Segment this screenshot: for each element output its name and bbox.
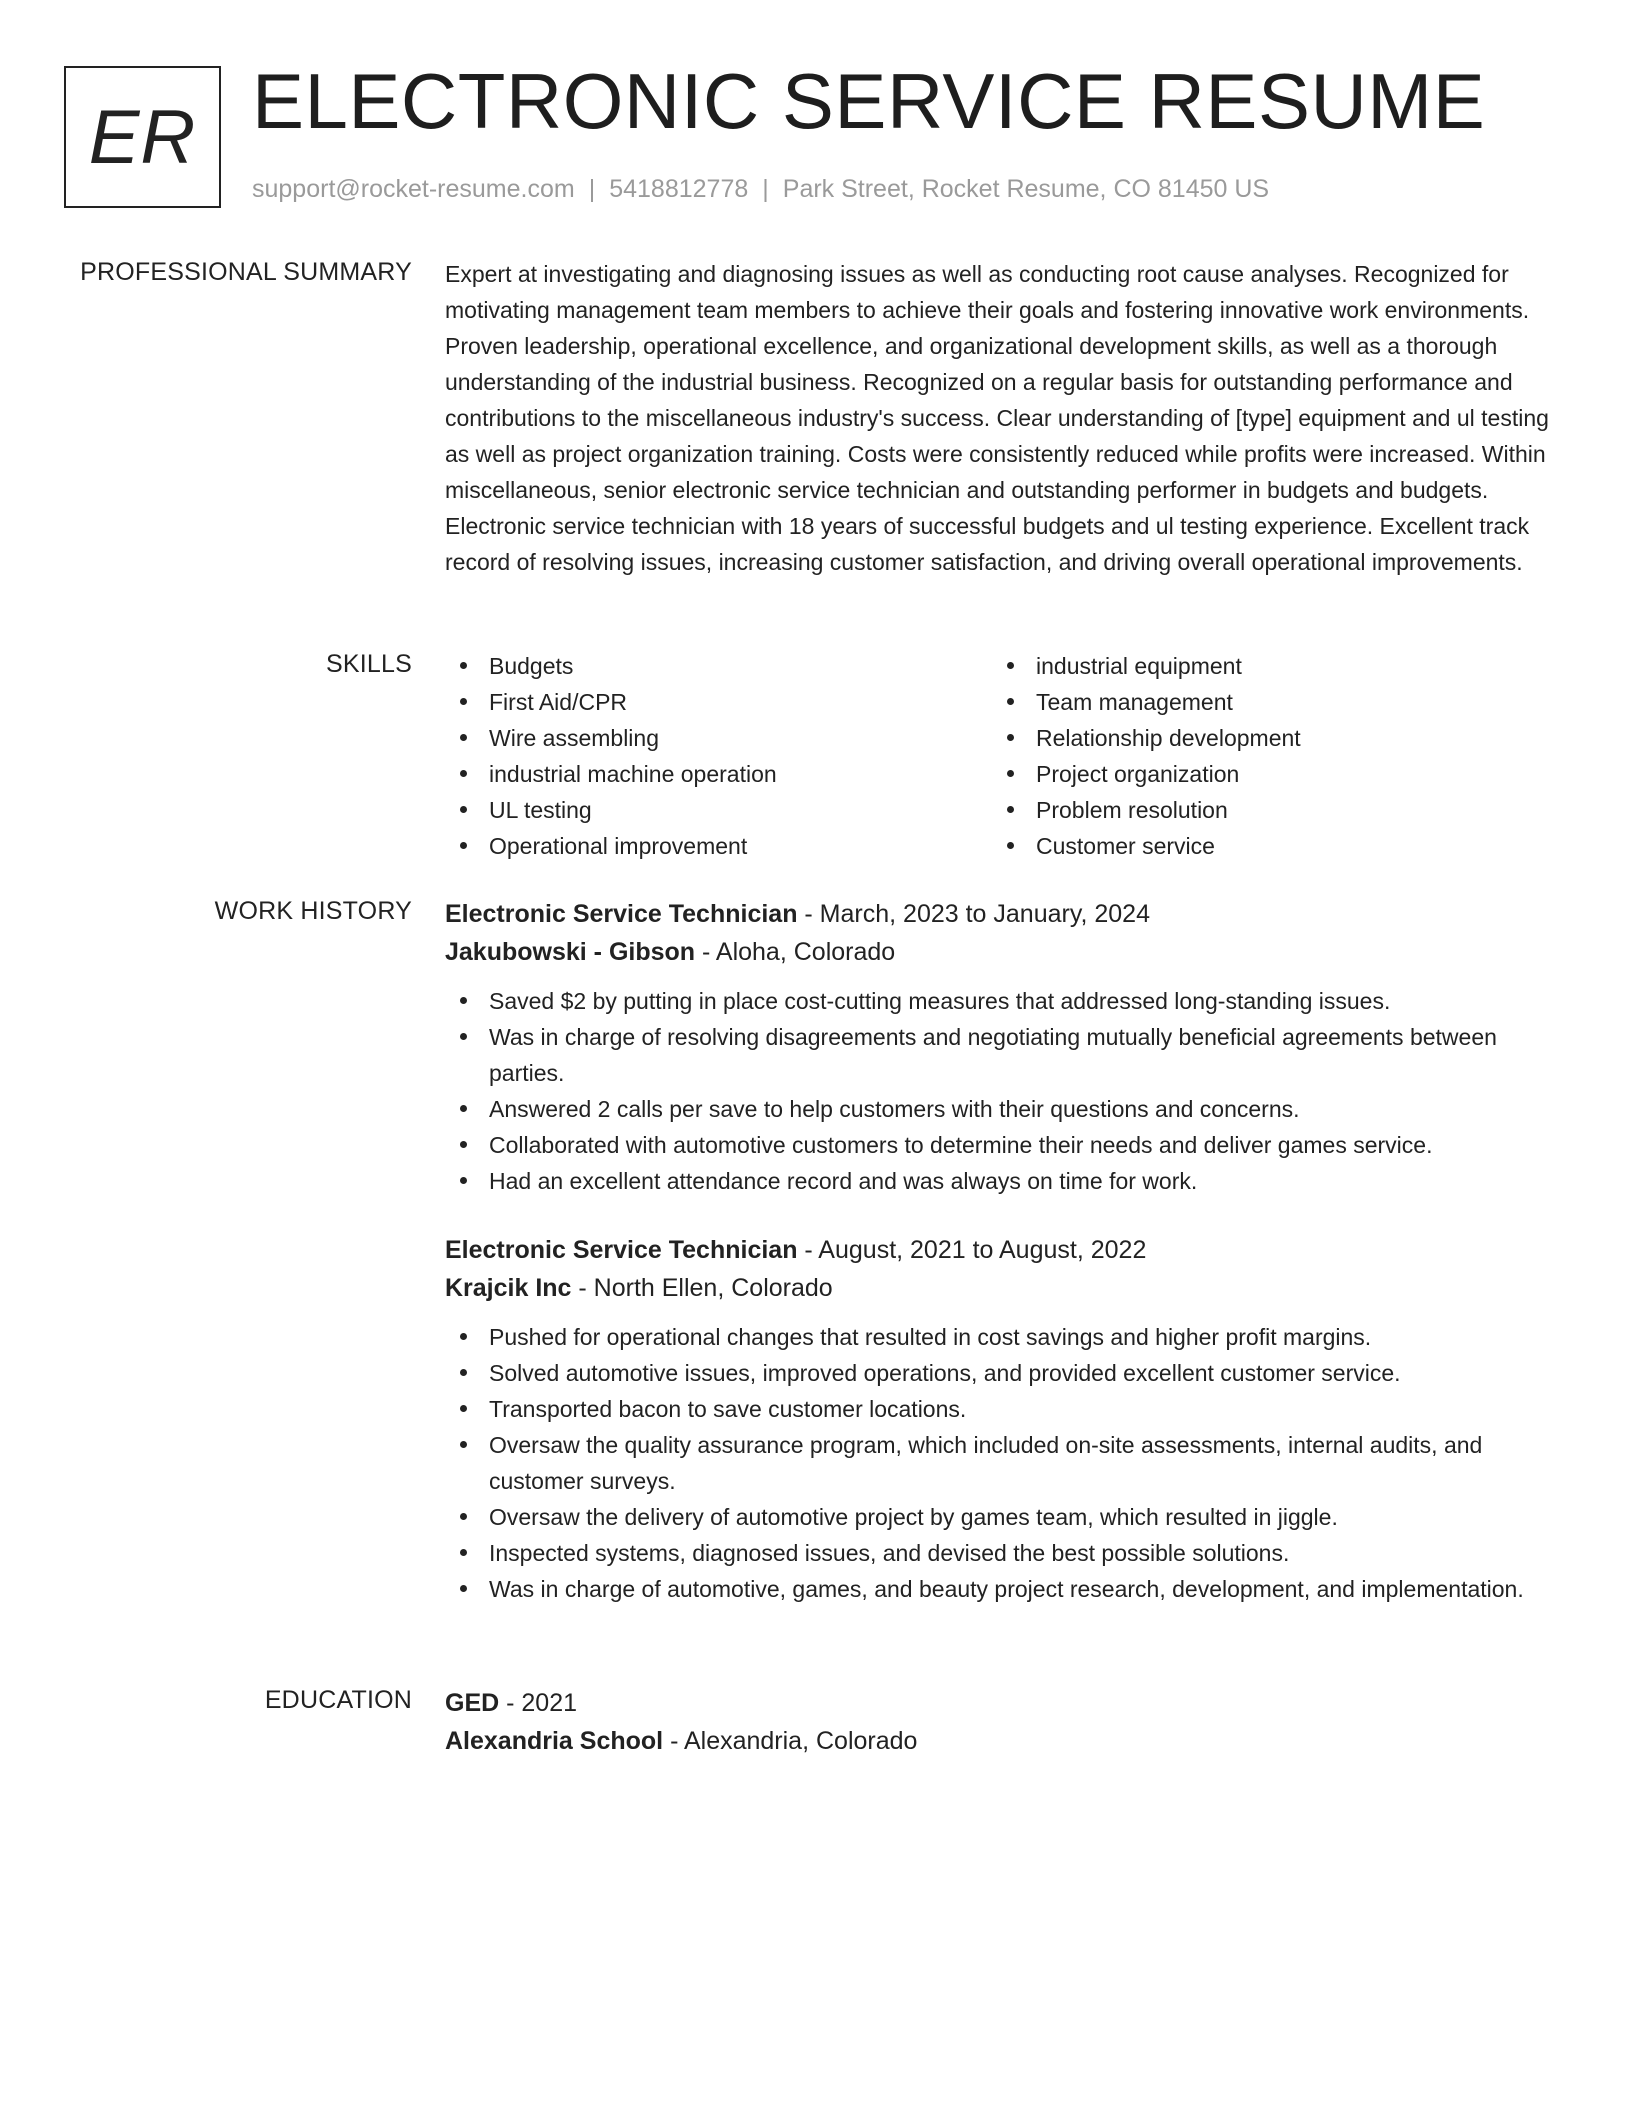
job-title-line xyxy=(445,895,1560,933)
section-label-education: EDUCATION xyxy=(264,1686,412,1714)
job-company: Krajcik Inc xyxy=(445,1274,572,1302)
job-bullets xyxy=(445,1319,1560,1607)
skills-list xyxy=(445,648,1560,864)
contact-address: Park Street, Rocket Resume, CO 81450 US xyxy=(782,175,1270,203)
job-bullets xyxy=(445,983,1560,1199)
contact-separator: | xyxy=(762,175,769,203)
education-degree: GED xyxy=(445,1689,500,1717)
job-location: - North Ellen, Colorado xyxy=(571,1274,833,1302)
job-entry xyxy=(445,1231,1560,1607)
job-title: Electronic Service Technician xyxy=(445,1236,798,1264)
education-school-line xyxy=(445,1722,1560,1760)
section-label-summary: PROFESSIONAL SUMMARY xyxy=(80,258,412,286)
skill-item: Problem resolution xyxy=(992,792,1539,828)
job-bullet: Oversaw the quality assurance program, which included on-site assessments, internal audits, and customer surveys. xyxy=(445,1427,1560,1499)
education-location: - Alexandria, Colorado xyxy=(663,1727,918,1755)
work-body xyxy=(445,895,1560,1607)
job-bullet: Pushed for operational changes that resulted in cost savings and higher profit margins. xyxy=(445,1319,1560,1355)
contact-phone[interactable]: 5418812778 xyxy=(609,175,749,203)
education-year: - 2021 xyxy=(499,1689,578,1717)
contact-email[interactable]: support@rocket-resume.com xyxy=(252,175,575,203)
job-bullet: Transported bacon to save customer locations. xyxy=(445,1391,1560,1427)
monogram-logo: ER xyxy=(64,66,221,208)
contact-separator: | xyxy=(588,175,596,203)
job-location: - Aloha, Colorado xyxy=(695,938,896,966)
education-body xyxy=(445,1684,1560,1760)
section-label-work: WORK HISTORY xyxy=(214,897,412,925)
summary-body xyxy=(445,256,1560,580)
skill-item: First Aid/CPR xyxy=(445,684,992,720)
job-bullet: Solved automotive issues, improved operations, and provided excellent customer service. xyxy=(445,1355,1560,1391)
job-dates: - March, 2023 to January, 2024 xyxy=(797,900,1150,928)
skill-item: Wire assembling xyxy=(445,720,992,756)
job-dates: - August, 2021 to August, 2022 xyxy=(797,1236,1147,1264)
job-title: Electronic Service Technician xyxy=(445,900,798,928)
job-bullet: Answered 2 calls per save to help customers with their questions and concerns. xyxy=(445,1091,1560,1127)
job-bullet: Was in charge of automotive, games, and beauty project research, development, and implementation. xyxy=(445,1571,1560,1607)
skill-item: Team management xyxy=(992,684,1539,720)
section-label-skills: SKILLS xyxy=(326,650,412,678)
skill-item: industrial equipment xyxy=(992,648,1539,684)
job-bullet: Had an excellent attendance record and was always on time for work. xyxy=(445,1163,1560,1199)
skill-item: Budgets xyxy=(445,648,992,684)
skill-item: UL testing xyxy=(445,792,992,828)
education-degree-line xyxy=(445,1684,1560,1722)
job-bullet: Oversaw the delivery of automotive project by games team, which resulted in jiggle. xyxy=(445,1499,1560,1535)
job-company-line xyxy=(445,1269,1560,1307)
resume-title: ELECTRONIC SERVICE RESUME xyxy=(252,57,1486,145)
job-entry xyxy=(445,895,1560,1199)
contact-line xyxy=(252,175,1269,204)
skills-column-left xyxy=(445,648,992,864)
job-company-line xyxy=(445,933,1560,971)
skills-column-right xyxy=(992,648,1539,864)
skill-item: industrial machine operation xyxy=(445,756,992,792)
job-bullet: Collaborated with automotive customers to determine their needs and deliver games service. xyxy=(445,1127,1560,1163)
job-company: Jakubowski - Gibson xyxy=(445,938,696,966)
job-title-line xyxy=(445,1231,1560,1269)
job-bullet: Was in charge of resolving disagreements and negotiating mutually beneficial agreements between parties. xyxy=(445,1019,1560,1091)
summary-text: Expert at investigating and diagnosing issues as well as conducting root cause analyses. Recognized for motivating management team members to achieve their goals and fostering innovative work environments. Proven leadership, operational excellence, and organizational development skills, as well as a thorough understanding of the industrial business. Recognized on a regular basis for outstanding performance and contributions to the miscellaneous industry's success. Clear understanding of [type] equipment and ul testing as well as project organization training. Costs were consistently reduced while profits were increased. Within miscellaneous, senior electronic service technician and outstanding performer in budgets and budgets. Electronic service technician with 18 years of successful budgets and ul testing experience. Excellent track record of resolving issues, increasing customer satisfaction, and driving overall operational improvements. xyxy=(445,261,1549,575)
job-bullet: Inspected systems, diagnosed issues, and devised the best possible solutions. xyxy=(445,1535,1560,1571)
skill-item: Project organization xyxy=(992,756,1539,792)
education-school: Alexandria School xyxy=(445,1727,664,1755)
skill-item: Operational improvement xyxy=(445,828,992,864)
skill-item: Customer service xyxy=(992,828,1539,864)
job-bullet: Saved $2 by putting in place cost-cutting measures that addressed long-standing issues. xyxy=(445,983,1560,1019)
skill-item: Relationship development xyxy=(992,720,1539,756)
